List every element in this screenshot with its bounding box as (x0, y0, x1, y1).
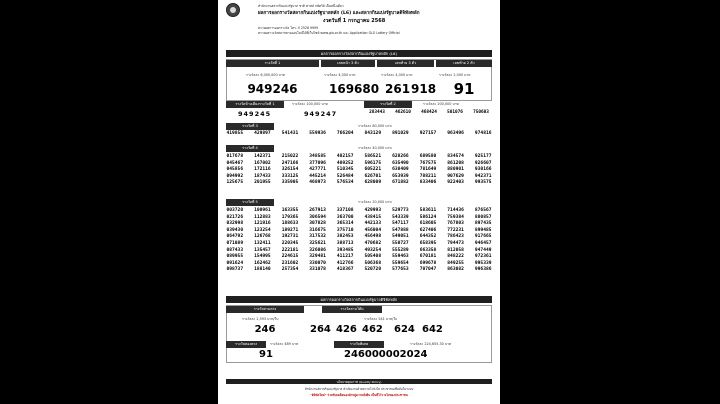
prize-number: 064792 (226, 234, 244, 240)
prize-number: 003720 (226, 208, 244, 213)
draw-date: งวดวันที่ 1 กรกฎาคม 2568 (323, 18, 386, 24)
prize-number: 393485 (336, 247, 354, 253)
prize-number: 142371 (254, 154, 271, 159)
prize-number: 759384 (447, 214, 464, 220)
near-first-number-1: 949245 (238, 110, 272, 118)
header-line1: สำนักงานสลากกินแบ่งรัฐบาล ชาติ ศาสน์ กษัตริย์ เป็นหนึ่งเดียว (258, 4, 344, 8)
digital-section-band: ผลการออกรางวัลสลากกินแบ่งรัฐบาลดิจิทัลหลัก (226, 296, 492, 303)
prize-number: 995339 (474, 260, 492, 266)
prize-number: 510345 (336, 167, 354, 173)
prize-number: 331078 (309, 267, 326, 273)
prize-number: 670181 (419, 254, 437, 260)
digital-tod-number-3: 462 (362, 324, 383, 335)
digital-two-amount: รางวัลละ 489 บาท (270, 342, 299, 346)
prize-number: 506368 (364, 260, 382, 266)
first-prize-label: รางวัลที่ 1 (226, 60, 319, 67)
digital-tod-number-1: 264 (310, 324, 331, 335)
footer-line1: นโยบายคุณภาพ (Quality Policy) (336, 379, 382, 384)
back3-amount: รางวัลละ 4,000 บาท (381, 73, 413, 77)
prize-number: 671882 (392, 180, 409, 186)
digital-first-amount: รางวัลละ 2,593 บาท/ใบ (242, 317, 279, 321)
prize-number: 586124 (419, 214, 437, 220)
prize-number: 087433 (226, 247, 244, 253)
prize-number: 091624 (226, 260, 244, 266)
prize-number: 559654 (392, 260, 409, 266)
prize-number: 549051 (392, 234, 409, 240)
prize-number: 880857 (474, 214, 492, 220)
prize-number: 767803 (447, 221, 464, 227)
digital-sum-label: รางวัลพิเศษ (334, 341, 384, 348)
fourth-prize-label: รางวัลที่ 4 (226, 145, 274, 152)
prize-number: 880901 (447, 167, 464, 173)
prize-number: 348585 (309, 154, 326, 159)
prize-number: 222181 (281, 247, 299, 253)
prize-number: 172116 (254, 167, 271, 173)
prize-number: 627406 (419, 227, 437, 233)
prize-number: 925177 (474, 154, 492, 159)
prize-number: 526484 (336, 173, 354, 179)
glo-seal-icon (226, 3, 240, 17)
fifth-prize-grid (221, 208, 497, 274)
prize-number: 283443 (369, 110, 385, 115)
prize-number: 418367 (336, 267, 354, 273)
prize-number: 926607 (474, 160, 492, 166)
prize-number: 812058 (447, 247, 464, 253)
footer-line2: สำนักงานสลากกินแบ่งรัฐบาล ดำเนินงานด้วยความโปร่งใส ประชาชนเชื่อมั่นในระบบ (304, 387, 414, 391)
prize-number: 947449 (474, 247, 492, 253)
third-prize-grid (221, 131, 497, 138)
prize-number: 638409 (392, 167, 409, 173)
footer-line3: "ดิจิทัลใหม่" ร่วมขับเคลื่อนองค์กรสู่ความยั่งยืน เป็นที่ไว้วางใจของประชาชน (310, 393, 408, 397)
prize-number: 382453 (336, 234, 354, 240)
prize-number: 767575 (419, 160, 437, 166)
prize-number: 843129 (364, 131, 382, 136)
prize-number: 100961 (254, 208, 271, 213)
main-section-band: ผลการออกรางวัลสลากกินแบ่งรัฐบาลหลัก (L6) (226, 50, 492, 57)
prize-number: 427771 (309, 167, 326, 173)
prize-number: 863082 (447, 267, 464, 273)
prize-number: 576534 (336, 180, 354, 186)
third-prize-amount: รางวัลละ 80,000 บาท (358, 124, 392, 128)
second-prize-amount: รางวัลละ 200,000 บาท (423, 102, 459, 106)
prize-number: 045467 (226, 160, 244, 166)
prize-number: 505408 (364, 254, 382, 260)
prize-number: 993575 (474, 180, 492, 186)
prize-number: 132411 (254, 240, 271, 246)
prize-number: 179365 (281, 214, 299, 220)
prize-number: 618605 (419, 221, 437, 227)
prize-number: 689580 (419, 154, 437, 159)
prize-number: 714436 (447, 208, 464, 213)
prize-number: 834574 (447, 154, 464, 159)
prize-number: 543339 (392, 214, 409, 220)
prize-number: 635490 (392, 160, 409, 166)
prize-number: 772231 (447, 227, 464, 233)
prize-number: 412766 (336, 260, 354, 266)
page-title: ผลการออกรางวัลสลากกินแบ่งรัฐบาลหลัก (L6) และสลากกินแบ่งรัฐบาลดิจิทัลหลัก (258, 11, 420, 16)
digital-sum-amount: รางวัลละ 224,655.30 บาท (410, 342, 452, 346)
prize-number: 335905 (281, 180, 299, 186)
prize-number: 942371 (474, 173, 492, 179)
prize-number: 247166 (281, 160, 299, 166)
prize-number: 946457 (474, 240, 492, 246)
prize-number: 231602 (281, 260, 299, 266)
first-prize-number: 949246 (247, 82, 298, 96)
prize-number: 442133 (364, 221, 382, 227)
prize-number: 126768 (254, 234, 271, 240)
front3-label: เลขหน้า 3 ตัว (321, 60, 375, 67)
prize-number: 187433 (254, 173, 271, 179)
prize-number: 094992 (226, 173, 244, 179)
prize-number: 972361 (474, 254, 492, 260)
prize-number: 098737 (226, 267, 244, 273)
back2-label: เลขท้าย 2 ตัว (436, 60, 492, 67)
first-prize-amount: รางวัลละ 6,000,000 บาท (246, 73, 285, 77)
prize-number: 577653 (392, 267, 409, 273)
prize-number: 963496 (447, 131, 464, 136)
prize-number: 307828 (309, 221, 326, 227)
prize-number: 628009 (364, 180, 382, 186)
fourth-prize-grid (221, 154, 497, 187)
prize-number: 766204 (336, 131, 354, 136)
prize-number: 456004 (364, 227, 382, 233)
front3-number-2: 680 (354, 82, 380, 96)
header-line2: ตรวจผลการออกรางวัล โทร. 0 2528 9999 (258, 26, 319, 30)
prize-number: 316675 (309, 227, 326, 233)
prize-number: 876567 (474, 208, 492, 213)
prize-number: 468424 (421, 110, 437, 115)
prize-number: 547117 (392, 221, 409, 227)
prize-number: 337108 (336, 208, 354, 213)
prize-number: 438415 (364, 214, 382, 220)
prize-number: 605221 (364, 167, 382, 173)
prize-number: 333125 (281, 173, 299, 179)
prize-number: 135457 (254, 247, 271, 253)
prize-number: 045856 (226, 167, 244, 173)
header-line3: ตรวจผลรางวัลสลากทางออนไลน์ได้ที่เว็บไซต์ www.glo.or.th และ Application GLO Lottery Official (258, 31, 400, 35)
prize-number: 071089 (226, 240, 244, 246)
prize-number: 596175 (364, 160, 382, 166)
back2-amount: รางวัลละ 2,000 บาท (439, 73, 471, 77)
digital-tod-number-4: 624 (394, 324, 415, 335)
prize-number: 377096 (309, 160, 326, 166)
prize-number: 658395 (419, 240, 437, 246)
front3-amount: รางวัลละ 4,000 บาท (324, 73, 356, 77)
digital-sum-number: 246000002024 (344, 349, 428, 360)
prize-number: 644352 (419, 234, 437, 240)
prize-number: 456498 (364, 234, 382, 240)
prize-number: 899485 (474, 227, 492, 233)
prize-number: 089955 (226, 254, 244, 260)
prize-number: 201955 (254, 180, 271, 186)
prize-number: 365314 (336, 221, 354, 227)
prize-number: 411217 (336, 254, 354, 260)
back3-number-2: 918 (411, 82, 437, 96)
prize-number: 547888 (392, 227, 409, 233)
prize-number: 848222 (447, 254, 464, 260)
prize-number: 021726 (226, 214, 244, 220)
prize-number: 493254 (364, 247, 382, 253)
prize-number: 663358 (419, 247, 437, 253)
prize-number: 220345 (281, 240, 299, 246)
prize-number: 123254 (254, 227, 271, 233)
prize-number: 529773 (392, 208, 409, 213)
digital-two-number: 91 (259, 349, 273, 360)
second-prize-grid (364, 110, 494, 117)
fourth-prize-amount: รางวัลละ 40,000 บาท (358, 146, 392, 150)
near-first-amount: รางวัลละ 100,000 บาท (292, 102, 328, 106)
prize-number: 794473 (447, 240, 464, 246)
prize-number: 445214 (309, 173, 326, 179)
prize-number: 833406 (419, 180, 437, 186)
prize-number: 750603 (473, 110, 489, 115)
prize-number: 189271 (281, 227, 299, 233)
prize-number: 468973 (309, 180, 326, 186)
prize-number: 329481 (309, 254, 326, 260)
digital-tod-amount: รางวัลละ 541 บาท/ใบ (364, 317, 398, 321)
digital-first-label: รางวัลสามตรง (226, 306, 304, 313)
prize-number: 922403 (447, 180, 464, 186)
prize-number: 897435 (474, 221, 492, 227)
prize-number: 039430 (226, 227, 244, 233)
prize-number: 586521 (364, 154, 382, 159)
prize-number: 224615 (281, 254, 299, 260)
prize-number: 326086 (309, 247, 326, 253)
digital-first-number: 246 (254, 324, 276, 335)
digital-tod-number-2: 426 (336, 324, 357, 335)
prize-number: 257354 (281, 267, 299, 273)
prize-number: 917665 (474, 234, 492, 240)
second-prize-label: รางวัลที่ 2 (364, 101, 412, 108)
prize-number: 861208 (447, 160, 464, 166)
near-first-number-2: 949247 (304, 110, 338, 118)
prize-number: 482157 (336, 154, 354, 159)
prize-number: 781649 (419, 167, 437, 173)
prize-number: 501076 (447, 110, 463, 115)
prize-number: 326154 (281, 167, 299, 173)
prize-number: 996386 (474, 267, 492, 273)
back3-label: เลขท้าย 3 ตัว (377, 60, 434, 67)
prize-number: 541431 (281, 131, 299, 136)
front3-number-1: 169 (329, 82, 355, 96)
prize-number: 927157 (419, 131, 437, 136)
prize-number: 550727 (392, 240, 409, 246)
prize-number: 188140 (254, 267, 271, 273)
prize-number: 583611 (419, 208, 437, 213)
prize-number: 707047 (419, 267, 437, 273)
prize-number: 429897 (254, 131, 271, 136)
prize-number: 628266 (392, 154, 409, 159)
prize-number: 429993 (364, 208, 382, 213)
prize-number: 017678 (226, 154, 244, 159)
prize-number: 188633 (281, 221, 299, 227)
prize-number: 306594 (309, 214, 326, 220)
prize-number: 363700 (336, 214, 354, 220)
prize-number: 788211 (419, 173, 437, 179)
prize-number: 626701 (364, 173, 382, 179)
near-first-label: รางวัลข้างเคียงรางวัลที่ 1 (226, 101, 284, 108)
digital-two-label: รางวัลสองตรง (226, 341, 266, 348)
prize-number: 699678 (419, 260, 437, 266)
third-prize-label: รางวัลที่ 3 (226, 123, 274, 130)
prize-number: 167002 (254, 160, 271, 166)
prize-number: 849255 (447, 260, 464, 266)
prize-number: 974816 (474, 131, 492, 136)
prize-number: 375710 (336, 227, 354, 233)
prize-number: 388713 (336, 240, 354, 246)
prize-number: 462610 (395, 110, 411, 115)
prize-number: 325621 (309, 240, 326, 246)
prize-number: 907629 (447, 173, 464, 179)
prize-number: 330070 (309, 260, 326, 266)
prize-number: 489252 (336, 160, 354, 166)
prize-number: 555289 (392, 247, 409, 253)
back3-number-1: 261 (385, 82, 411, 96)
prize-number: 470682 (364, 240, 382, 246)
prize-number: 125675 (226, 180, 244, 186)
back2-number: 91 (453, 80, 475, 98)
prize-number: 520720 (364, 267, 382, 273)
prize-number: 653939 (392, 173, 409, 179)
results-sheet (218, 0, 500, 404)
prize-number: 121916 (254, 221, 271, 227)
prize-number: 267913 (309, 208, 326, 213)
prize-number: 162462 (254, 260, 271, 266)
prize-number: 930166 (474, 167, 492, 173)
prize-number: 215022 (281, 154, 299, 159)
prize-number: 559936 (309, 131, 326, 136)
prize-number: 154995 (254, 254, 271, 260)
prize-number: 419855 (226, 131, 244, 136)
digital-tod-label: รางวัลสามโต๊ด (322, 306, 382, 313)
prize-number: 192731 (281, 234, 299, 240)
prize-number: 786423 (447, 234, 464, 240)
prize-number: 163355 (281, 208, 299, 213)
prize-number: 559463 (392, 254, 409, 260)
prize-number: 112883 (254, 214, 271, 220)
prize-number: 891029 (392, 131, 409, 136)
prize-number: 032998 (226, 221, 244, 227)
digital-tod-number-5: 642 (422, 324, 443, 335)
fifth-prize-amount: รางวัลละ 20,000 บาท (358, 200, 392, 204)
prize-number: 317532 (309, 234, 326, 240)
fifth-prize-label: รางวัลที่ 5 (226, 199, 274, 206)
